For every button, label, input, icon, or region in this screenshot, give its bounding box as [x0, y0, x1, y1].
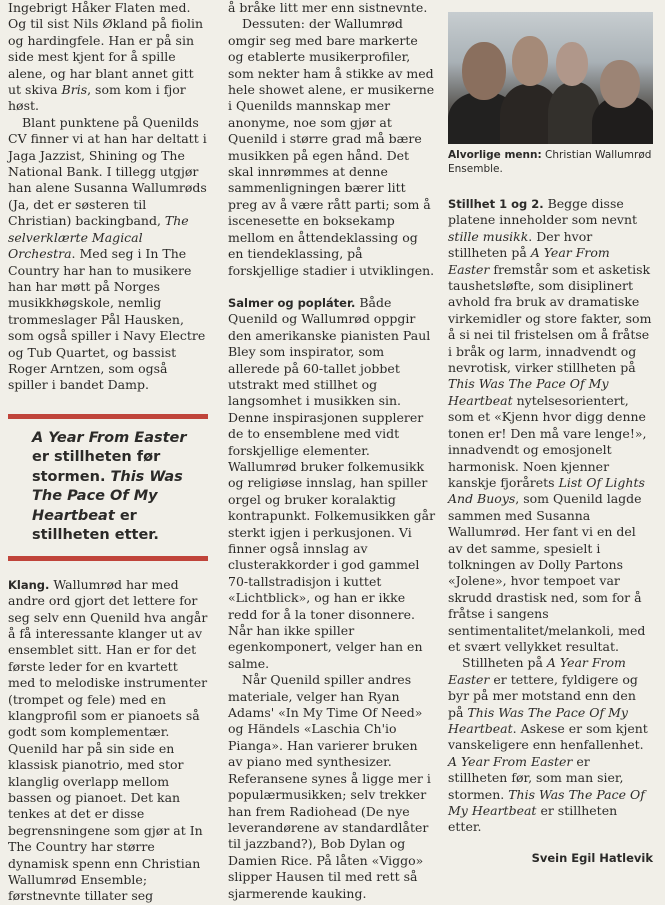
- album-title: Bris: [61, 82, 88, 98]
- emphasis: stille musikk: [448, 228, 529, 244]
- paragraph: Når Quenild spiller andres materiale, velger han Ryan Adams' «In My Time Of Need» og Händels «Laschia Ch'io Pianga». Han varierer bruken av piano med synthesizer. Referansene synes å ligge mer i populærmusikken; selv trekker han frem Radiohead (De nye leverandørene av standardlåter til jazzband?), Bob Dylan og Damien Rice. På låten «Viggo» slipper Hausen til med rett så sjarmerende kauking.: [228, 672, 431, 901]
- text: . Med seg i In The Country har han to musikere han har møtt på Norges musikkhøgskole, nemlig trommeslager Pål Hausken, som også spiller i Navy Electre og Tub Quartet, og bassist Roger Arntzen, som også spiller i bandet Damp.: [8, 246, 206, 393]
- band-photo: [448, 12, 653, 144]
- text: Både Quenild og Wallumrød oppgir den amerikanske pianisten Paul Bley som inspirator, som allerede på 60-tallet jobbet utstrakt med stillhet og langsomhet i musikken sin. Denne inspirasjonen supplerer de to ensemblene med vidt forskjellige elementer. Wallumrød bruker folkemusikk og religiøse innslag, han spiller orgel og bruker koralaktig kontrapunkt. Folkemusikken går sterkt igjen i perkusjonen. Vi finner også innslag av clusterakkorder i god gammel 70-tallstradisjon i kuttet «Lichtblick», og han er ikke redd for å la toner disonnere. Når han ikke spiller egenkomponert, velger han en salme.: [228, 294, 436, 671]
- album-title: This Was The Pace Of My Heartbeat: [448, 376, 609, 408]
- paragraph: å bråke litt mer enn sistnevnte.: [228, 0, 428, 15]
- pull-quote-title: A Year From Easter: [32, 429, 187, 446]
- photo-face: [556, 42, 588, 86]
- pull-quote-text: er stillheten etter.: [32, 507, 159, 544]
- album-title: A Year From Easter: [448, 655, 626, 687]
- album-title: This Was The Pace Of My Heartbeat: [448, 786, 645, 819]
- text: er tettere, fyldigere og byr på mer motstand enn den på: [448, 671, 638, 720]
- section-heading: Stillhet 1 og 2.: [448, 197, 544, 211]
- band-title: The selverklærte Magical Orchestra: [8, 213, 189, 262]
- photo-face: [600, 60, 640, 108]
- pull-quote-title: This Was The Pace Of My Heartbeat: [32, 468, 183, 524]
- article-column-1: [8, 0, 208, 905]
- paragraph: Dessuten: der Wallumrød omgir seg med bare markerte og etablerte musikerprofiler, som nekter ham å stikke av med hele showet alene, er musikerne i Quenilds mannskap mer anonyme, noe som gjør at Quenild i større grad må bære musikken på egen hånd. Det skal innrømmes at denne sammenligningen bærer litt preg av å være rått parti; som å iscenesette en boksekamp mellom en åttendeklassing og en tiendeklassing, på forskjellige stadier i utviklingen.: [228, 16, 435, 278]
- text: , som Quenild lagde sammen med Susanna Wallumrød. Her fant vi en del av det samme, spesielt i tolkningen av Dolly Partons «Jolene», hvor tempoet var skrudd drastisk ned, som for å fråtse i sangens sentimentalitet/melankoli, med et svært vellykket resultat.: [448, 491, 646, 654]
- text: . Askese er som kjent vanskeligere enn henfallenhet.: [448, 721, 648, 753]
- text: Blant punktene på Quenilds CV finner vi at han har deltatt i Jaga Jazzist, Shining og The National Bank. I tillegg utgjør han alene Susanna Wallumrøds (Ja, det er søsteren til Christian) backingband,: [8, 114, 207, 229]
- photo-caption: [448, 148, 653, 176]
- album-title: List Of Lights And Buoys: [448, 474, 645, 507]
- text: Begge disse platene inneholder som nevnt: [448, 196, 638, 228]
- text: , som kom i fjor høst.: [8, 82, 186, 114]
- caption-label: Alvorlige menn:: [448, 149, 542, 161]
- pull-quote-text: er stillheten før stormen.: [32, 449, 161, 485]
- pull-quote: [8, 419, 208, 556]
- text: Stillheten på: [462, 655, 547, 671]
- paragraph: [8, 577, 208, 905]
- text: nytelsesorientert, som et «Kjenn hvor digg denne tonen er! Den må vare lenge!», innadvendt og emosjonelt harmonisk. Noen kjenner kanskje fjorårets: [448, 392, 647, 490]
- album-title: This Was The Pace Of My Heartbeat: [448, 704, 628, 736]
- photo-face: [512, 36, 548, 86]
- paragraph: [8, 115, 208, 394]
- album-title: A Year From Easter: [448, 753, 573, 769]
- article-column-3: [448, 196, 653, 866]
- section-heading: Klang.: [8, 577, 50, 592]
- caption-text: Christian Wallumrød Ensemble.: [448, 149, 652, 175]
- text: er stillheten før, som man sier, stormen.: [448, 753, 624, 802]
- text: Ingebrigt Håker Flaten med. Og til sist Nils Økland på fiolin og hardingfele. Han er på sin side mest kjent for å spille alene, og har blant annet gitt ut skiva: [8, 0, 203, 98]
- author-signature: Svein Egil Hatlevik: [531, 850, 653, 865]
- text: fremstår som et asketisk taushetsløfte, som disiplinert avhold fra bruk av dramatiske virkemidler og store fakter, som å si nei til fristelsen om å fråtse i bråk og larm, innadvendt og nevrotisk, virker stillheten på: [448, 261, 652, 376]
- album-title: A Year From Easter: [448, 245, 610, 277]
- paragraph: [228, 295, 436, 672]
- article-column-2: [228, 0, 436, 902]
- text: Wallumrød har med andre ord gjort det lettere for seg selv enn Quenild hva angår å få interessante klanger ut av ensemblet sitt. Han er for det første leder for en kvartett med to melodiske instrumenter (trompet og fele) med en klangprofil som er pianoets så godt som komplementær. Quenild har på sin side en klassisk pianotrio, med stor klanglig overlapp mellom bassen og pianoet. Det kan tenkes at det er disse begrensningene som gjør at In The Country har større dynamisk spenn enn Christian Wallumrød Ensemble; førstnevnte tillater seg: [8, 576, 208, 904]
- text: er stillheten etter.: [448, 803, 618, 835]
- text: . Der hvor stillheten på: [448, 228, 593, 261]
- paragraph: [8, 0, 208, 115]
- photo-face: [462, 42, 506, 100]
- section-heading: Salmer og popláter.: [228, 295, 356, 310]
- paragraph: [448, 655, 653, 835]
- paragraph: [448, 196, 653, 655]
